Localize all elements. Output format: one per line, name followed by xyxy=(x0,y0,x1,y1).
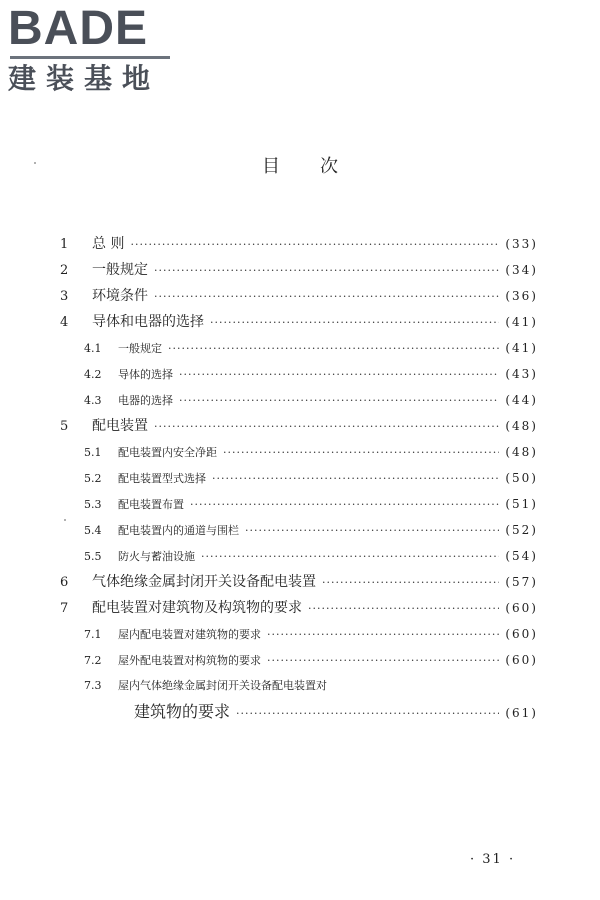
toc-entry-page: (41) xyxy=(505,341,538,355)
toc-entry-page: (60) xyxy=(505,627,538,641)
toc-entry-page: (60) xyxy=(505,653,538,667)
toc-leader-dots xyxy=(245,518,499,544)
toc-entry-page: (61) xyxy=(505,706,538,720)
toc-entry-label: 屋外配电装置对构筑物的要求 xyxy=(118,654,261,667)
toc-entry-number: 4.1 xyxy=(84,342,102,355)
toc-leader-dots xyxy=(210,310,499,336)
toc-leader-dots xyxy=(267,622,499,648)
toc-leader-dots xyxy=(212,466,499,492)
toc-entry[interactable] xyxy=(60,387,538,413)
toc-entry-label: 配电装置型式选择 xyxy=(118,472,206,485)
toc-entry-page: (48) xyxy=(505,419,538,433)
toc-leader-dots xyxy=(322,570,499,596)
toc-leader-dots xyxy=(308,596,499,622)
toc-entry[interactable] xyxy=(60,465,538,491)
toc-entry-page: (50) xyxy=(505,471,538,485)
toc-leader-dots xyxy=(168,336,499,362)
toc-entry-label: 建筑物的要求 xyxy=(134,702,231,721)
logo-divider xyxy=(10,56,170,59)
toc-entry-page: (43) xyxy=(505,367,538,381)
toc-entry-label: 导体和电器的选择 xyxy=(92,314,204,330)
toc-entry[interactable] xyxy=(60,361,538,387)
toc-entry-number: 4 xyxy=(60,315,69,330)
toc-entry-label: 配电装置布置 xyxy=(118,498,184,511)
toc-entry[interactable] xyxy=(60,543,538,569)
logo-brand-text: BADE xyxy=(8,2,149,55)
toc-entry-number: 4.3 xyxy=(84,394,102,407)
logo-tagline: 建装基地 xyxy=(8,62,161,95)
toc-entry-page: (57) xyxy=(505,575,538,589)
toc-entry-label: 配电装置对建筑物及构筑物的要求 xyxy=(92,600,302,616)
toc-entry-label: 屋内配电装置对建筑物的要求 xyxy=(118,628,261,641)
toc-entry-page: (51) xyxy=(505,497,538,511)
toc-entry[interactable] xyxy=(60,595,538,621)
toc-entry-page: (33) xyxy=(505,237,538,251)
table-of-contents xyxy=(60,231,538,725)
toc-entry-number: 7.2 xyxy=(84,654,102,667)
toc-entry-label: 配电装置内的通道与围栏 xyxy=(118,524,239,537)
toc-leader-dots xyxy=(154,258,499,284)
toc-leader-dots xyxy=(201,544,499,570)
toc-entry-number: 5.4 xyxy=(84,524,102,537)
toc-entry-number: 4.2 xyxy=(84,368,102,381)
toc-entry[interactable] xyxy=(60,647,538,673)
toc-entry[interactable] xyxy=(60,491,538,517)
toc-entry[interactable] xyxy=(60,569,538,595)
toc-entry[interactable] xyxy=(60,699,538,725)
toc-entry[interactable] xyxy=(60,621,538,647)
toc-entry-label: 配电装置内安全净距 xyxy=(118,446,217,459)
toc-entry-page: (41) xyxy=(505,315,538,329)
toc-entry-page: (34) xyxy=(505,263,538,277)
toc-entry[interactable] xyxy=(60,283,538,309)
toc-entry-page: (52) xyxy=(505,523,538,537)
toc-entry-number: 5 xyxy=(60,419,69,434)
toc-entry-label: 屋内气体绝缘金属封闭开关设备配电装置对 xyxy=(118,679,327,692)
toc-leader-dots xyxy=(267,648,499,674)
toc-entry-page: (36) xyxy=(505,289,538,303)
toc-entry-label: 气体绝缘金属封闭开关设备配电装置 xyxy=(92,574,316,590)
toc-entry-number: 1 xyxy=(60,237,69,252)
toc-entry-label: 一般规定 xyxy=(118,342,162,355)
toc-entry-label: 一般规定 xyxy=(92,262,148,278)
toc-leader-dots xyxy=(223,440,499,466)
toc-entry-number: 2 xyxy=(60,263,69,278)
toc-entry-number: 5.1 xyxy=(84,446,102,459)
toc-entry-label: 总 则 xyxy=(92,236,125,252)
toc-leader-dots xyxy=(154,284,499,310)
toc-entry-label: 导体的选择 xyxy=(118,368,173,381)
toc-entry-number: 7 xyxy=(60,601,69,616)
toc-entry[interactable] xyxy=(60,309,538,335)
toc-leader-dots xyxy=(179,388,499,414)
toc-entry-label: 防火与蓄油设施 xyxy=(118,550,195,563)
toc-entry-label: 电器的选择 xyxy=(118,394,173,407)
toc-entry-label: 环境条件 xyxy=(92,288,148,304)
toc-entry[interactable] xyxy=(60,413,538,439)
page-title: 目次 xyxy=(262,156,378,177)
toc-entry-page: (48) xyxy=(505,445,538,459)
toc-entry-page: (60) xyxy=(505,601,538,615)
toc-leader-dots xyxy=(154,414,499,440)
toc-leader-dots xyxy=(236,701,499,727)
toc-entry[interactable] xyxy=(60,439,538,465)
toc-entry[interactable] xyxy=(60,517,538,543)
page-number: · 31 · xyxy=(470,852,516,867)
toc-leader-dots xyxy=(190,492,499,518)
toc-entry-number: 6 xyxy=(60,575,69,590)
toc-entry[interactable] xyxy=(60,335,538,361)
brand-logo xyxy=(8,4,178,95)
toc-leader-dots xyxy=(179,362,499,388)
toc-entry[interactable] xyxy=(60,257,538,283)
toc-entry[interactable] xyxy=(60,231,538,257)
toc-entry-number: 5.2 xyxy=(84,472,102,485)
toc-entry-number: 3 xyxy=(60,289,69,304)
toc-entry-number: 7.3 xyxy=(84,679,102,692)
toc-entry[interactable] xyxy=(60,673,538,699)
toc-leader-dots xyxy=(130,232,499,258)
toc-entry-number: 5.3 xyxy=(84,498,102,511)
toc-entry-page: (44) xyxy=(505,393,538,407)
toc-entry-number: 7.1 xyxy=(84,628,102,641)
toc-entry-number: 5.5 xyxy=(84,550,102,563)
toc-entry-label: 配电装置 xyxy=(92,418,148,434)
toc-entry-page: (54) xyxy=(505,549,538,563)
